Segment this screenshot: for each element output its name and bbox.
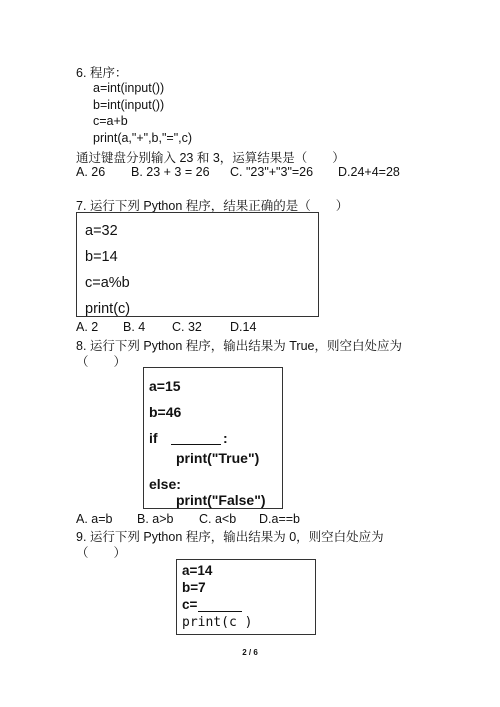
q9-stem-line2: （ ） [76,546,127,560]
q8-stem-line1: 8. 运行下列 Python 程序，输出结果为 True，则空白处应为 [76,339,402,353]
q6-option-c: C. "23"+"3"=26 [230,165,314,179]
q8-blank-line [171,444,221,445]
q7-option-c: C. 32 [172,320,202,334]
q7-option-b: B. 4 [123,320,146,334]
q7-stem: 7. 运行下列 Python 程序，结果正确的是（ ） [76,199,349,213]
q8-code-box [143,367,283,509]
q9-blank-line [198,611,242,612]
q7-code-line: print(c) [85,301,131,317]
page-number: 2 / 6 [242,648,258,657]
q9-code-line: a=14 [182,563,213,578]
q8-code-colon: : [223,430,228,446]
q8-option-c: C. a<b [199,512,237,526]
q8-stem-line2: （ ） [76,355,127,369]
q9-code-line: print(c ) [182,615,253,630]
q6-code-line: print(a,"+",b,"=",c) [93,130,193,145]
q8-option-b: B. a>b [137,512,174,526]
q8-code-line: print("True") [176,450,260,466]
q9-stem-line1: 9. 运行下列 Python 程序，输出结果为 0，则空白处应为 [76,530,384,544]
q7-code-line: a=32 [85,223,118,239]
q6-code-line: c=a+b [93,114,128,128]
q9-code-line: b=7 [182,580,206,595]
q6-option-b: B. 23 + 3 = 26 [131,165,210,179]
q7-code-line: c=a%b [85,275,130,291]
q9-code-box [176,559,316,635]
q6-stem: 通过键盘分别输入 23 和 3，运算结果是（ ） [76,151,345,165]
q6-code-line: b=int(input()) [93,97,165,112]
q8-option-d: D.a==b [259,512,301,526]
q7-option-a: A. 2 [76,320,99,334]
q8-code-line: a=15 [149,378,181,394]
q9-code-line: c= [182,597,198,612]
q7-option-d: D.14 [230,320,257,334]
q7-code-box [76,212,319,317]
q8-code-line: print("False") [176,492,266,508]
q6-header: 6. 程序： [76,66,128,80]
q6-option-a: A. 26 [76,165,106,179]
q6-code-line: a=int(input()) [93,81,165,95]
q6-code [93,80,192,146]
q6-option-d: D.24+4=28 [338,165,400,179]
q8-code-line: b=46 [149,404,182,420]
q8-option-a: A. a=b [76,512,113,526]
q8-code-if: if [149,430,158,446]
q8-code-line: else: [149,476,181,492]
q7-code-line: b=14 [85,249,118,265]
